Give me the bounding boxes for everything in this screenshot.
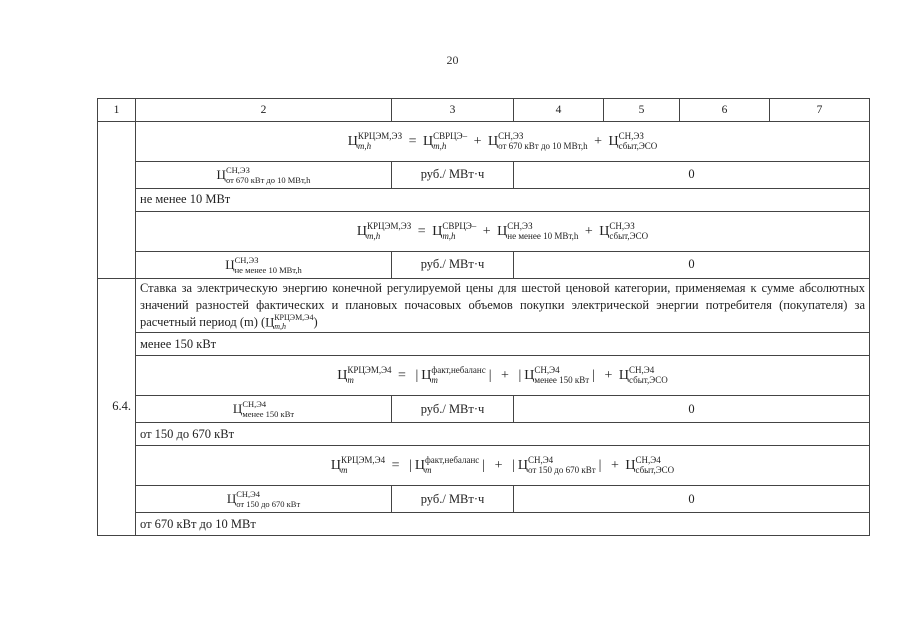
formula-kr-e4-150: Ц КРЦЭМ,Э4 m = | Ц факт,небаланс m | + | Ц СН,Э4 менее 150 кВт | + Ц СН,Э4 сбыт,ЭСО: [136, 356, 870, 396]
header-col-3: 3: [392, 99, 514, 122]
value-cell: 0: [514, 396, 870, 423]
subheading-150-670: от 150 до 670 кВт: [136, 423, 870, 446]
variable-cell: Ц СН,ЭЗ не менее 10 МВт,h: [136, 252, 392, 279]
table-row: [98, 513, 870, 536]
header-col-1: 1: [98, 99, 136, 122]
subheading-menee-150: менее 150 кВт: [136, 333, 870, 356]
table-row: [98, 212, 870, 252]
table-row: [98, 162, 870, 189]
row-number-cell: [98, 122, 136, 279]
header-row: [98, 99, 870, 122]
header-col-7: 7: [770, 99, 870, 122]
value-cell: 0: [514, 486, 870, 513]
formula-kr-ez-670: Ц КРЦЭМ,ЭЗ m,h = Ц СВРЦЭ– m,h + Ц СН,ЭЗ от 670 кВт до 10 МВт,h + Ц СН,ЭЗ сбыт,ЭСО: [136, 122, 870, 162]
value-cell: 0: [514, 162, 870, 189]
table-row: [98, 252, 870, 279]
table-row: [98, 356, 870, 396]
variable-cell: Ц СН,ЭЗ от 670 кВт до 10 МВт,h: [136, 162, 392, 189]
table-row: [98, 423, 870, 446]
header-col-5: 5: [604, 99, 680, 122]
unit-cell: руб./ МВт·ч: [392, 396, 514, 423]
table-row: [98, 122, 870, 162]
variable-cell: Ц СН,Э4 от 150 до 670 кВт: [136, 486, 392, 513]
header-col-6: 6: [680, 99, 770, 122]
section-description: Ставка за электрическую энергию конечной регулируемой цены для шестой ценовой категории, применяемая к сумме абсолютных значений разностей фактических и плановых почасовых объемов покупки электрической энергии потребителя (покупателя) за расчетный период (m) (Ц КРЦЭМ,Э4 m,h ): [136, 279, 870, 333]
table-row: [98, 446, 870, 486]
section-number: 6.4.: [98, 279, 136, 536]
tariff-table: [97, 98, 870, 536]
table-row: [98, 333, 870, 356]
table-row: [98, 279, 870, 333]
unit-cell: руб./ МВт·ч: [392, 252, 514, 279]
unit-cell: руб./ МВт·ч: [392, 162, 514, 189]
subheading-ne-menee-10: не менее 10 МВт: [136, 189, 870, 212]
header-col-2: 2: [136, 99, 392, 122]
header-col-4: 4: [514, 99, 604, 122]
formula-kr-ez-10: Ц КРЦЭМ,ЭЗ m,h = Ц СВРЦЭ– m,h + Ц СН,ЭЗ не менее 10 МВт,h + Ц СН,ЭЗ сбыт,ЭСО: [136, 212, 870, 252]
variable-cell: Ц СН,Э4 менее 150 кВт: [136, 396, 392, 423]
unit-cell: руб./ МВт·ч: [392, 486, 514, 513]
table-row: [98, 189, 870, 212]
table-row: [98, 396, 870, 423]
table-row: [98, 486, 870, 513]
subheading-670-10: от 670 кВт до 10 МВт: [136, 513, 870, 536]
page-number: 20: [446, 53, 459, 67]
value-cell: 0: [514, 252, 870, 279]
formula-kr-e4-150-670: Ц КРЦЭМ,Э4 m = | Ц факт,небаланс m | + | Ц СН,Э4 от 150 до 670 кВт | + Ц СН,Э4 сбыт,ЭСО: [136, 446, 870, 486]
